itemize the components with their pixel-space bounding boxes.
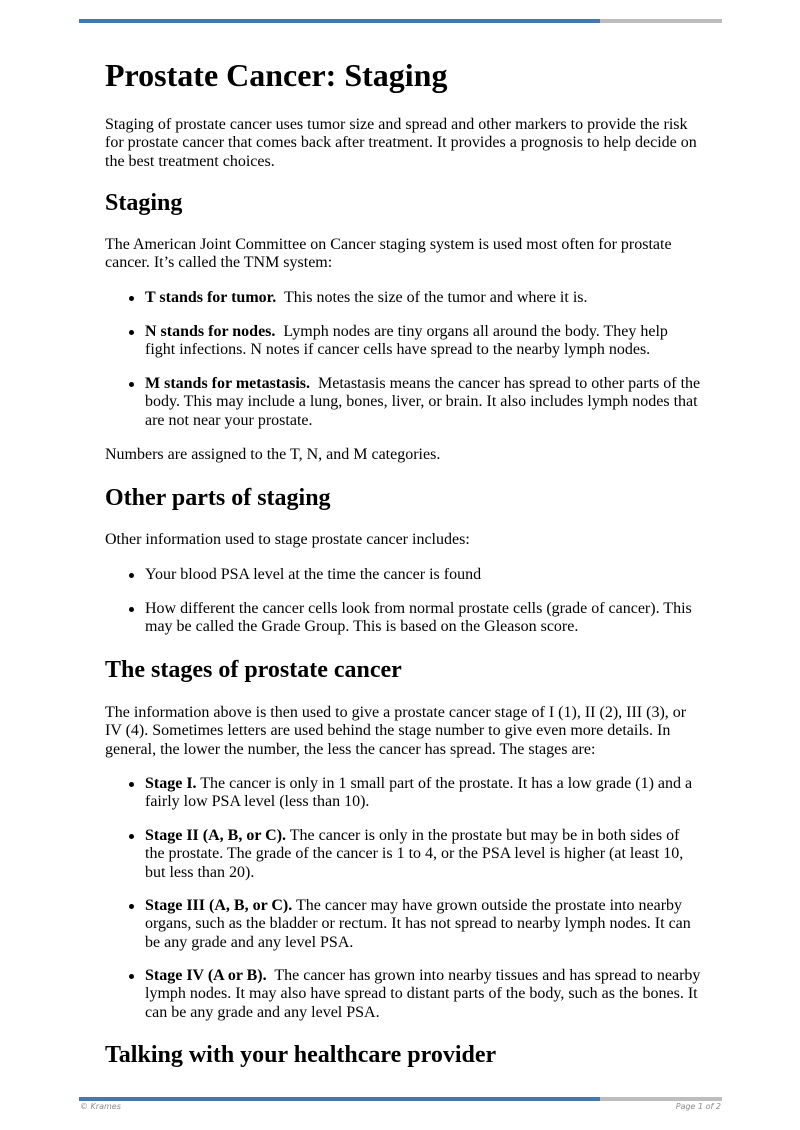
- staging-paragraph: The American Joint Committee on Cancer staging system is used most often for prostate cancer. It’s called the TNM system:: [105, 236, 672, 272]
- page-title: Prostate Cancer: Staging: [105, 57, 448, 93]
- list-item-n: [105, 323, 701, 360]
- other-paragraph: Other information used to stage prostate cancer includes:: [105, 531, 470, 548]
- tnm-list-n: [105, 323, 701, 360]
- list-item-grade: [105, 600, 701, 637]
- bullet-icon: [129, 834, 134, 839]
- bullet-icon: [129, 974, 134, 979]
- stage-list-3: [105, 897, 701, 952]
- other-list-2: [105, 600, 701, 637]
- footer-page-number: Page 1 of 2: [675, 1102, 721, 1111]
- list-item-m: [105, 375, 701, 430]
- heading-stages: The stages of prostate cancer: [105, 657, 402, 683]
- numbers-paragraph: Numbers are assigned to the T, N, and M categories.: [105, 446, 441, 463]
- list-item-bold: Stage IV (A or B).: [145, 967, 267, 984]
- bullet-icon: [129, 782, 134, 787]
- heading-staging: Staging: [105, 190, 183, 216]
- list-item-stage-1: [105, 775, 701, 812]
- top-progress-fill: [79, 19, 600, 23]
- list-item-bold: M stands for metastasis.: [145, 375, 311, 392]
- bullet-icon: [129, 607, 134, 612]
- heading-other-parts: Other parts of staging: [105, 485, 331, 511]
- list-item-text: The cancer is only in the prostate but may be in both sides of the prostate. The grade of the cancer is 1 to 4, or the PSA level is higher (at least 10, but less than 20).: [145, 827, 684, 881]
- top-progress-bar: [79, 19, 722, 23]
- list-item-stage-2: [105, 827, 701, 882]
- stages-paragraph: The information above is then used to give a prostate cancer stage of I (1), II (2), III (3), or IV (4). Sometimes letters are used behind the stage number to give even more details. In general, the lower the number, the less the cancer has spread. The stages are:: [105, 704, 687, 758]
- footer-copyright: © Krames: [80, 1102, 121, 1111]
- list-item-text: This notes the size of the tumor and where it is.: [276, 289, 588, 306]
- list-item-bold: Stage I.: [145, 775, 197, 792]
- list-item-t: [105, 289, 701, 307]
- list-item-bold: N stands for nodes.: [145, 323, 276, 340]
- bullet-icon: [129, 382, 134, 387]
- bottom-progress-bar: [79, 1097, 722, 1101]
- other-list-1: [105, 566, 701, 584]
- list-item-bold: Stage II (A, B, or C).: [145, 827, 287, 844]
- list-item-text: The cancer may have grown outside the prostate into nearby organs, such as the bladder or rectum. It has not spread to nearby lymph nodes. It can be any grade and any level PSA.: [145, 897, 691, 951]
- bullet-icon: [129, 296, 134, 301]
- heading-talking: Talking with your healthcare provider: [105, 1042, 497, 1068]
- list-item-text: Metastasis means the cancer has spread to other parts of the body. This may include a lung, bones, liver, or brain. It also includes lymph nodes that are not near your prostate.: [145, 375, 701, 429]
- list-item-bold: Stage III (A, B, or C).: [145, 897, 293, 914]
- list-item-text: How different the cancer cells look from normal prostate cells (grade of cancer). This may be called the Grade Group. This is based on the Gleason score.: [145, 600, 692, 636]
- bottom-progress-fill: [79, 1097, 600, 1101]
- tnm-list-m: [105, 375, 701, 430]
- tnm-list: [105, 289, 701, 307]
- list-item-stage-3: [105, 897, 701, 952]
- list-item-stage-4: [105, 967, 701, 1022]
- intro-paragraph: Staging of prostate cancer uses tumor size and spread and other markers to provide the risk for prostate cancer that comes back after treatment. It provides a prognosis to help decide on the best treatment choices.: [105, 116, 697, 170]
- stage-list-1: [105, 775, 701, 812]
- bullet-icon: [129, 330, 134, 335]
- list-item-text: Your blood PSA level at the time the cancer is found: [145, 566, 482, 583]
- bullet-icon: [129, 904, 134, 909]
- stage-list-4: [105, 967, 701, 1022]
- list-item-text: Lymph nodes are tiny organs all around the body. They help fight infections. N notes if cancer cells have spread to the nearby lymph nodes.: [145, 323, 668, 359]
- bullet-icon: [129, 573, 134, 578]
- list-item-text: The cancer has grown into nearby tissues and has spread to nearby lymph nodes. It may also have spread to distant parts of the body, such as the bones. It can be any grade and any level PSA.: [145, 967, 701, 1021]
- list-item-psa: [105, 566, 701, 584]
- list-item-text: The cancer is only in 1 small part of the prostate. It has a low grade (1) and a fairly low PSA level (less than 10).: [145, 775, 693, 811]
- list-item-bold: T stands for tumor.: [145, 289, 277, 306]
- stage-list-2: [105, 827, 701, 882]
